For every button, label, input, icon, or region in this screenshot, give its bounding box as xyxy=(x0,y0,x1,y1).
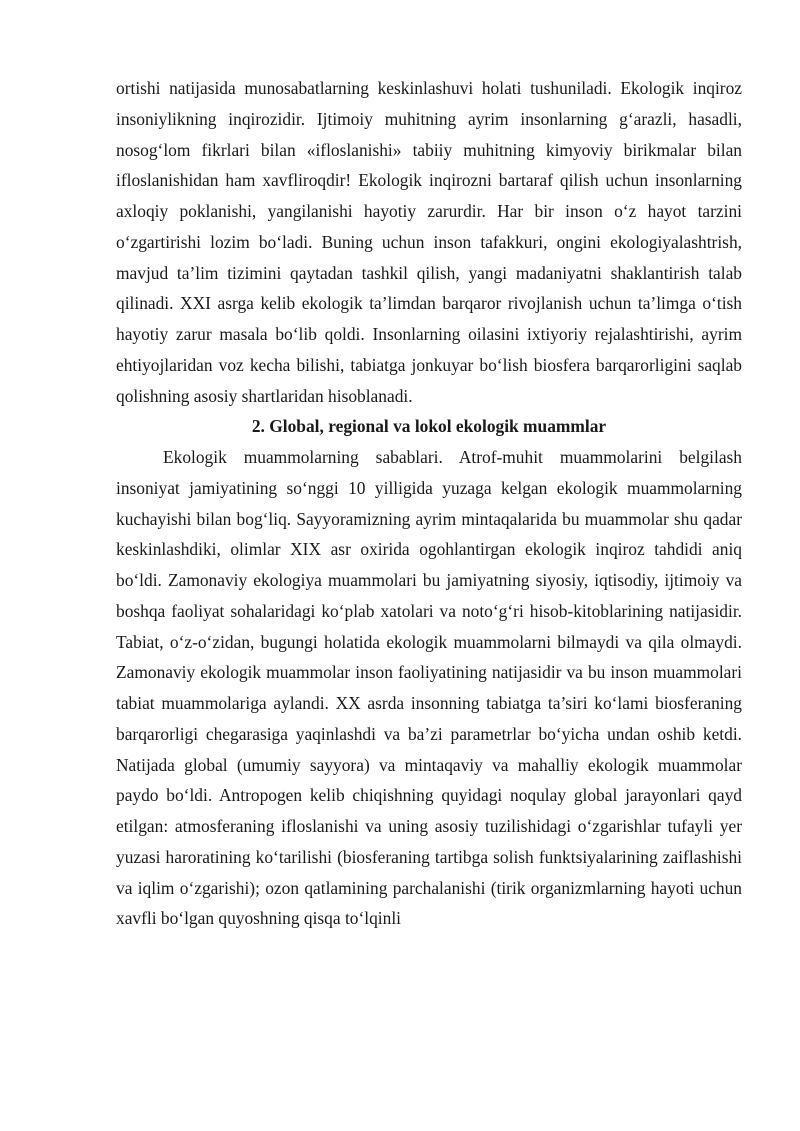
section-heading: 2. Global, regional va lokol ekologik muammlar xyxy=(251,416,607,437)
document-body xyxy=(116,73,742,934)
paragraph-2: Ekologik muammolarning sabablari. Atrof-muhit muammolarini belgilash insoniyat jamiyatining so‘nggi 10 yilligida yuzaga kelgan ekologik muammolarning kuchayishi bilan bog‘liq. Sayyoramizning ayrim mintaqalarida bu muammolar shu qadar keskinlashdiki, olimlar XIX asr oxirida ogohlantirgan ekologik inqiroz tahdidi aniq bo‘ldi. Zamonaviy ekologiya muammolari bu jamiyatning siyosiy, iqtisodiy, ijtimoiy va boshqa faoliyat sohalaridagi ko‘plab xatolari va noto‘g‘ri hisob-kitoblarining natijasidir. Tabiat, o‘z-o‘zidan, bugungi holatida ekologik muammolarni bilmaydi va qila olmaydi. Zamonaviy ekologik muammolar inson faoliyatining natijasidir va bu inson muammolari tabiat muammolariga aylandi. XX asrda insonning tabiatga ta’siri ko‘lami biosferaning barqarorligi chegarasiga yaqinlashdi va ba’zi parametrlar bo‘yicha undan oshib ketdi. Natijada global (umumiy sayyora) va mintaqaviy va mahalliy ekologik muammolar paydo bo‘ldi. Antropogen kelib chiqishning quyidagi noqulay global jarayonlari qayd etilgan: atmosferaning ifloslanishi va uning asosiy tuzilishidagi o‘zgarishlar tufayli yer yuzasi haroratining ko‘tarilishi (biosferaning tartibga solish funktsiyalarining zaiflashishi va iqlim o‘zgarishi); ozon qatlamining parchalanishi (tirik organizmlarning hayoti uchun xavfli bo‘lgan quyoshning qisqa to‘lqinli xyxy=(116,447,742,929)
paragraph-1: ortishi natijasida munosabatlarning keskinlashuvi holati tushuniladi. Ekologik inqiroz insoniylikning inqirozidir. Ijtimoiy muhitning ayrim insonlarning g‘arazli, hasadli, nosog‘lom fikrlari bilan «ifloslanishi» tabiiy muhitning kimyoviy birikmalar bilan ifloslanishidan ham xavfliroqdir! Ekologik inqirozni bartaraf qilish uchun insonlarning axloqiy poklanishi, yangilanishi hayotiy zarurdir. Har bir inson o‘z hayot tarzini o‘zgartirishi lozim bo‘ladi. Buning uchun inson tafakkuri, ongini ekologiyalashtrish, mavjud ta’lim tizimini qaytadan tashkil qilish, yangi madaniyatni shaklantirish talab qilinadi. XXI asrga kelib ekologik ta’limdan barqaror rivojlanish uchun ta’limga o‘tish hayotiy zarur masala bo‘lib qoldi. Insonlarning oilasini ixtiyoriy rejalashtirishi, ayrim ehtiyojlaridan voz kecha bilishi, tabiatga jonkuyar bo‘lish biosfera barqarorligini saqlab qolishning asosiy shartlaridan hisoblanadi. xyxy=(116,78,742,406)
